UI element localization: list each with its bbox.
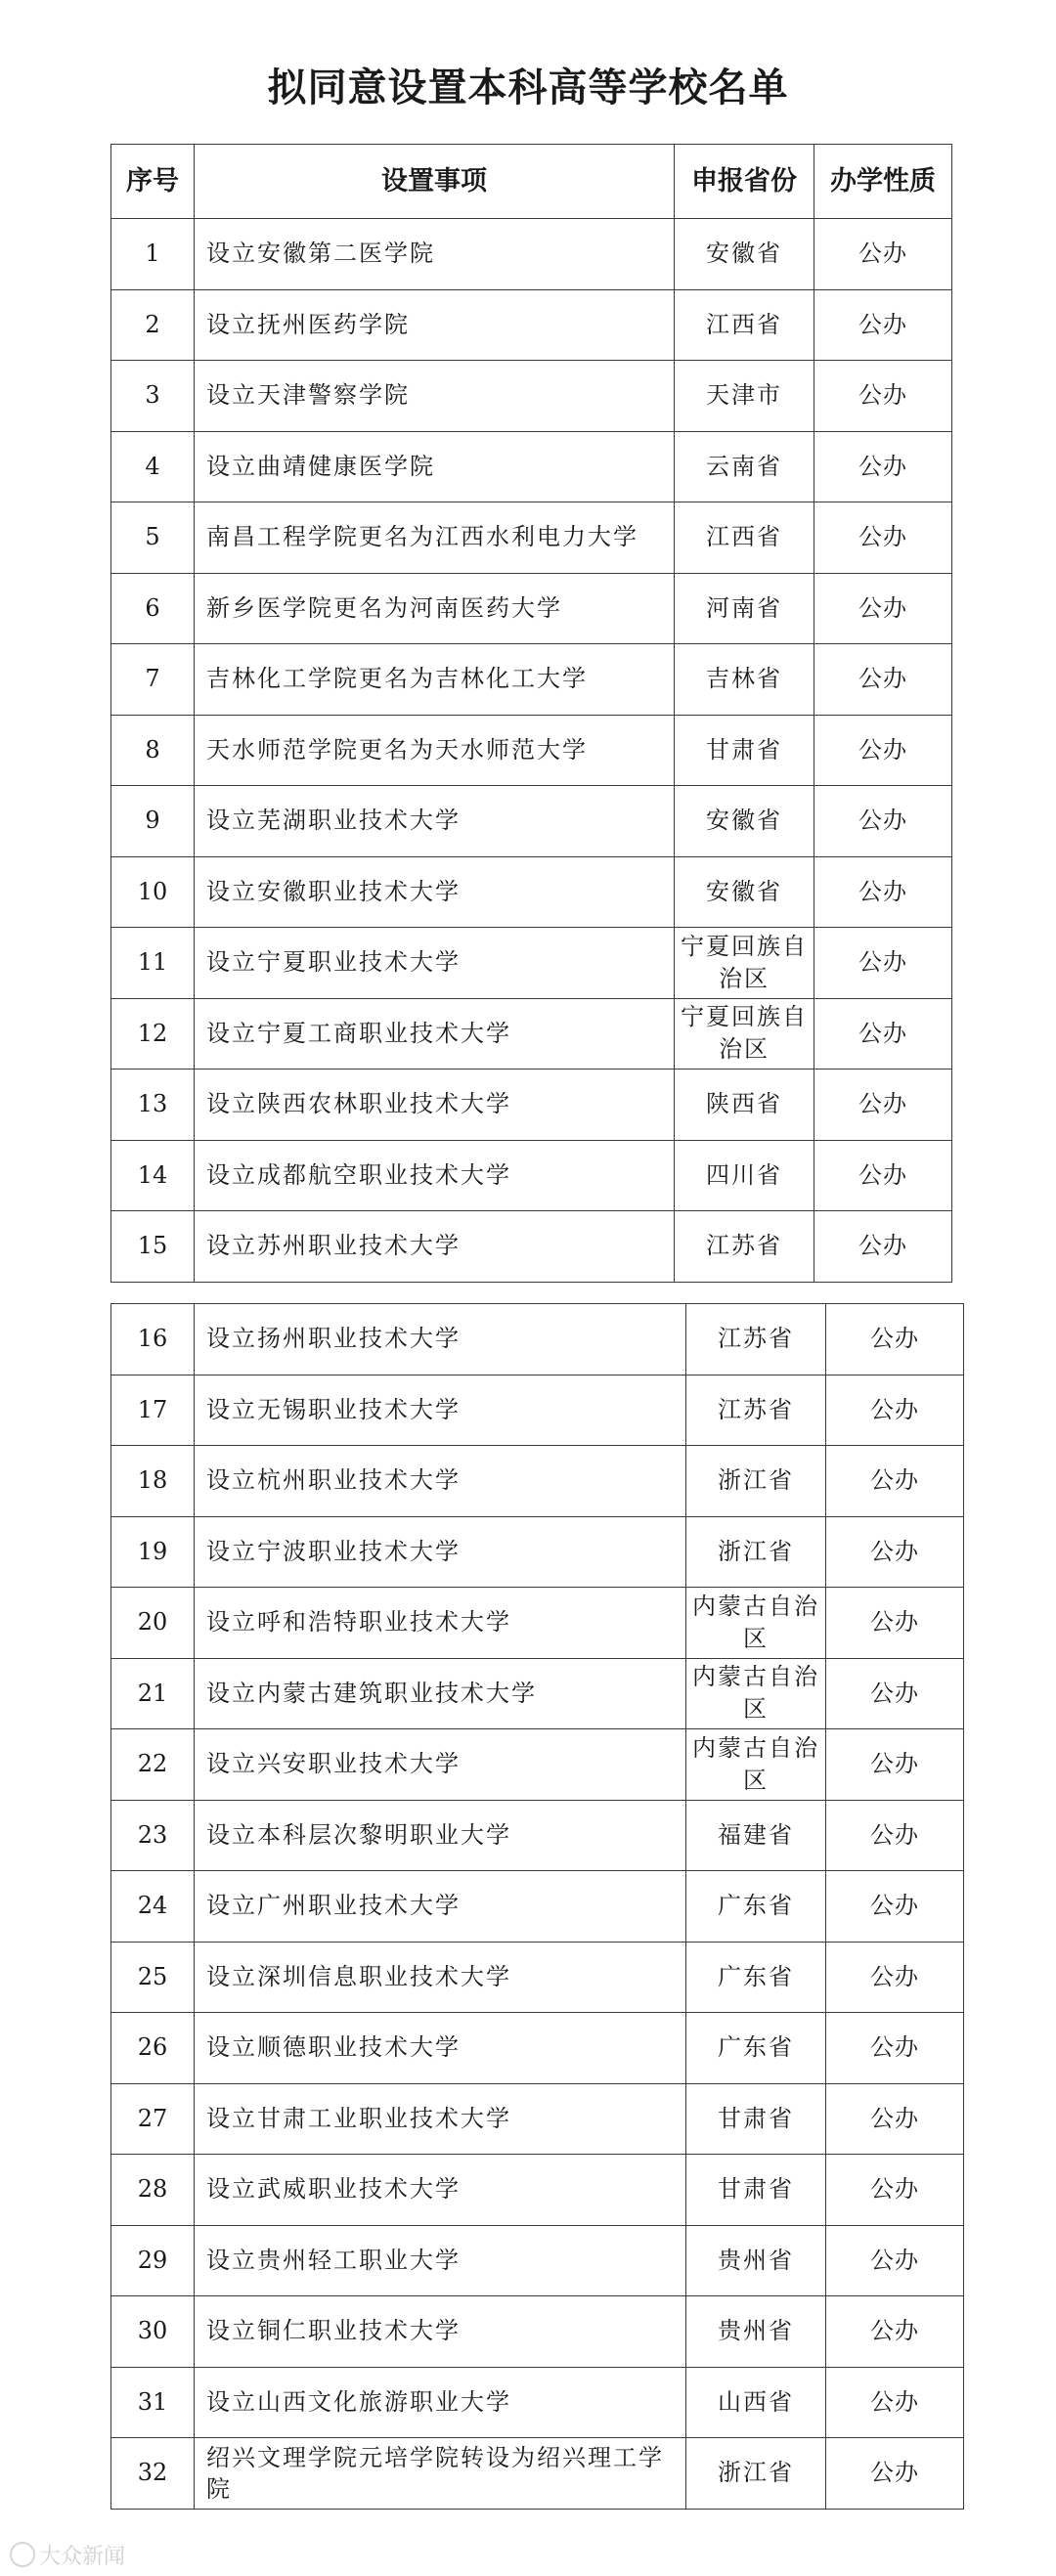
row-item: 设立本科层次黎明职业大学	[195, 1800, 686, 1871]
row-province: 宁夏回族自治区	[675, 928, 814, 999]
table-row	[111, 2083, 964, 2155]
table-row	[111, 2367, 964, 2438]
table-row	[111, 1516, 964, 1588]
row-nature: 公办	[826, 1942, 964, 2013]
row-province: 云南省	[675, 431, 814, 502]
table-row	[111, 573, 952, 644]
table-row	[111, 1942, 964, 2013]
table-body-2	[111, 1304, 964, 2510]
row-province: 广东省	[686, 1871, 826, 1943]
row-item: 吉林化工学院更名为吉林化工大学	[195, 644, 675, 716]
table-row	[111, 928, 952, 999]
row-province: 广东省	[686, 2013, 826, 2084]
row-nature: 公办	[814, 1070, 952, 1141]
row-item: 设立安徽第二医学院	[195, 219, 675, 290]
row-number: 22	[111, 1729, 195, 1801]
watermark	[10, 2540, 125, 2570]
row-item: 设立成都航空职业技术大学	[195, 1140, 675, 1211]
row-province: 天津市	[675, 361, 814, 432]
row-province: 广东省	[686, 1942, 826, 2013]
row-item: 设立顺德职业技术大学	[195, 2013, 686, 2084]
row-item: 设立陕西农林职业技术大学	[195, 1070, 675, 1141]
row-province: 吉林省	[675, 644, 814, 716]
table-row	[111, 644, 952, 716]
row-province: 四川省	[675, 1140, 814, 1211]
row-nature: 公办	[826, 2013, 964, 2084]
row-number: 31	[111, 2367, 195, 2438]
row-number: 8	[111, 715, 195, 786]
row-nature: 公办	[826, 2155, 964, 2226]
row-number: 14	[111, 1140, 195, 1211]
table-row	[111, 1871, 964, 1943]
row-item: 设立呼和浩特职业技术大学	[195, 1588, 686, 1659]
row-number: 29	[111, 2225, 195, 2296]
table-row	[111, 715, 952, 786]
row-nature: 公办	[826, 1375, 964, 1446]
row-province: 内蒙古自治区	[686, 1729, 826, 1801]
row-province: 江西省	[675, 289, 814, 361]
row-item: 设立武威职业技术大学	[195, 2155, 686, 2226]
row-number: 20	[111, 1588, 195, 1659]
table-body-1	[111, 219, 952, 1283]
row-nature: 公办	[814, 502, 952, 574]
row-nature: 公办	[826, 1304, 964, 1375]
header-no: 序号	[111, 145, 195, 219]
table-row	[111, 1588, 964, 1659]
row-province: 江苏省	[686, 1375, 826, 1446]
header-item: 设置事项	[195, 145, 675, 219]
table-row	[111, 1140, 952, 1211]
row-nature: 公办	[814, 1140, 952, 1211]
row-nature: 公办	[814, 715, 952, 786]
row-province: 内蒙古自治区	[686, 1588, 826, 1659]
row-item: 设立兴安职业技术大学	[195, 1729, 686, 1801]
row-item: 设立山西文化旅游职业大学	[195, 2367, 686, 2438]
row-province: 江西省	[675, 502, 814, 574]
row-item: 设立宁波职业技术大学	[195, 1516, 686, 1588]
row-province: 陕西省	[675, 1070, 814, 1141]
document-title: 拟同意设置本科高等学校名单	[267, 65, 789, 110]
row-nature: 公办	[826, 2367, 964, 2438]
schools-table-part-1	[110, 144, 952, 1283]
row-province: 宁夏回族自治区	[675, 998, 814, 1070]
row-number: 30	[111, 2296, 195, 2368]
row-province: 内蒙古自治区	[686, 1658, 826, 1729]
row-nature: 公办	[826, 1588, 964, 1659]
table-row	[111, 2225, 964, 2296]
table-row	[111, 2013, 964, 2084]
row-item: 设立抚州医药学院	[195, 289, 675, 361]
table-row	[111, 1304, 964, 1375]
row-number: 6	[111, 573, 195, 644]
row-number: 18	[111, 1446, 195, 1517]
row-nature: 公办	[814, 219, 952, 290]
table-row	[111, 856, 952, 928]
row-number: 13	[111, 1070, 195, 1141]
table-row	[111, 289, 952, 361]
row-nature: 公办	[814, 573, 952, 644]
row-nature: 公办	[814, 1211, 952, 1283]
row-nature: 公办	[826, 1516, 964, 1588]
row-province: 浙江省	[686, 1516, 826, 1588]
watermark-text: 大众新闻	[39, 2545, 126, 2569]
row-province: 浙江省	[686, 1446, 826, 1517]
row-item: 设立宁夏职业技术大学	[195, 928, 675, 999]
row-item: 设立扬州职业技术大学	[195, 1304, 686, 1375]
row-nature: 公办	[826, 2083, 964, 2155]
row-nature: 公办	[826, 2225, 964, 2296]
row-nature: 公办	[814, 786, 952, 857]
row-item: 绍兴文理学院元培学院转设为绍兴理工学院	[195, 2438, 686, 2510]
row-nature: 公办	[814, 856, 952, 928]
row-province: 山西省	[686, 2367, 826, 2438]
row-number: 27	[111, 2083, 195, 2155]
row-province: 安徽省	[675, 786, 814, 857]
row-nature: 公办	[826, 1658, 964, 1729]
row-item: 设立安徽职业技术大学	[195, 856, 675, 928]
row-number: 23	[111, 1800, 195, 1871]
row-nature: 公办	[826, 1800, 964, 1871]
table-row	[111, 1658, 964, 1729]
table-row	[111, 1800, 964, 1871]
row-number: 17	[111, 1375, 195, 1446]
logo-icon	[10, 2542, 35, 2567]
table-row	[111, 1446, 964, 1517]
row-item: 天水师范学院更名为天水师范大学	[195, 715, 675, 786]
table-row	[111, 1375, 964, 1446]
row-item: 设立杭州职业技术大学	[195, 1446, 686, 1517]
row-nature: 公办	[826, 2296, 964, 2368]
row-nature: 公办	[814, 289, 952, 361]
row-number: 21	[111, 1658, 195, 1729]
row-item: 设立芜湖职业技术大学	[195, 786, 675, 857]
row-nature: 公办	[814, 928, 952, 999]
row-province: 甘肃省	[686, 2155, 826, 2226]
row-item: 设立苏州职业技术大学	[195, 1211, 675, 1283]
row-item: 设立贵州轻工职业大学	[195, 2225, 686, 2296]
row-number: 15	[111, 1211, 195, 1283]
row-number: 3	[111, 361, 195, 432]
row-item: 设立内蒙古建筑职业技术大学	[195, 1658, 686, 1729]
row-province: 甘肃省	[686, 2083, 826, 2155]
row-number: 5	[111, 502, 195, 574]
row-province: 福建省	[686, 1800, 826, 1871]
row-item: 设立曲靖健康医学院	[195, 431, 675, 502]
row-item: 设立甘肃工业职业技术大学	[195, 2083, 686, 2155]
table-row	[111, 2296, 964, 2368]
row-item: 南昌工程学院更名为江西水利电力大学	[195, 502, 675, 574]
row-number: 12	[111, 998, 195, 1070]
row-nature: 公办	[826, 2438, 964, 2510]
row-province: 安徽省	[675, 219, 814, 290]
row-province: 安徽省	[675, 856, 814, 928]
row-nature: 公办	[826, 1446, 964, 1517]
row-province: 河南省	[675, 573, 814, 644]
row-number: 9	[111, 786, 195, 857]
row-item: 设立天津警察学院	[195, 361, 675, 432]
table-row	[111, 2155, 964, 2226]
table-row	[111, 786, 952, 857]
row-province: 贵州省	[686, 2296, 826, 2368]
table-row	[111, 219, 952, 290]
row-item: 设立无锡职业技术大学	[195, 1375, 686, 1446]
row-item: 设立广州职业技术大学	[195, 1871, 686, 1943]
row-number: 16	[111, 1304, 195, 1375]
row-number: 26	[111, 2013, 195, 2084]
table-row	[111, 998, 952, 1070]
table-row	[111, 2438, 964, 2510]
row-number: 10	[111, 856, 195, 928]
row-number: 32	[111, 2438, 195, 2510]
row-number: 19	[111, 1516, 195, 1588]
row-nature: 公办	[814, 431, 952, 502]
row-province: 江苏省	[686, 1304, 826, 1375]
row-item: 设立铜仁职业技术大学	[195, 2296, 686, 2368]
table-row	[111, 361, 952, 432]
schools-table-part-2	[110, 1303, 964, 2510]
row-number: 11	[111, 928, 195, 999]
row-item: 设立深圳信息职业技术大学	[195, 1942, 686, 2013]
table-row	[111, 1070, 952, 1141]
row-number: 24	[111, 1871, 195, 1943]
row-province: 贵州省	[686, 2225, 826, 2296]
header-province: 申报省份	[675, 145, 814, 219]
row-nature: 公办	[826, 1729, 964, 1801]
table-row	[111, 502, 952, 574]
row-number: 28	[111, 2155, 195, 2226]
row-province: 浙江省	[686, 2438, 826, 2510]
header-nature: 办学性质	[814, 145, 952, 219]
row-nature: 公办	[814, 361, 952, 432]
row-number: 4	[111, 431, 195, 502]
row-number: 7	[111, 644, 195, 716]
row-number: 25	[111, 1942, 195, 2013]
row-number: 2	[111, 289, 195, 361]
row-nature: 公办	[814, 644, 952, 716]
row-province: 甘肃省	[675, 715, 814, 786]
table-row	[111, 1729, 964, 1801]
row-number: 1	[111, 219, 195, 290]
table-row	[111, 1211, 952, 1283]
row-item: 设立宁夏工商职业技术大学	[195, 998, 675, 1070]
row-item: 新乡医学院更名为河南医药大学	[195, 573, 675, 644]
row-nature: 公办	[814, 998, 952, 1070]
row-province: 江苏省	[675, 1211, 814, 1283]
table-row	[111, 431, 952, 502]
row-nature: 公办	[826, 1871, 964, 1943]
